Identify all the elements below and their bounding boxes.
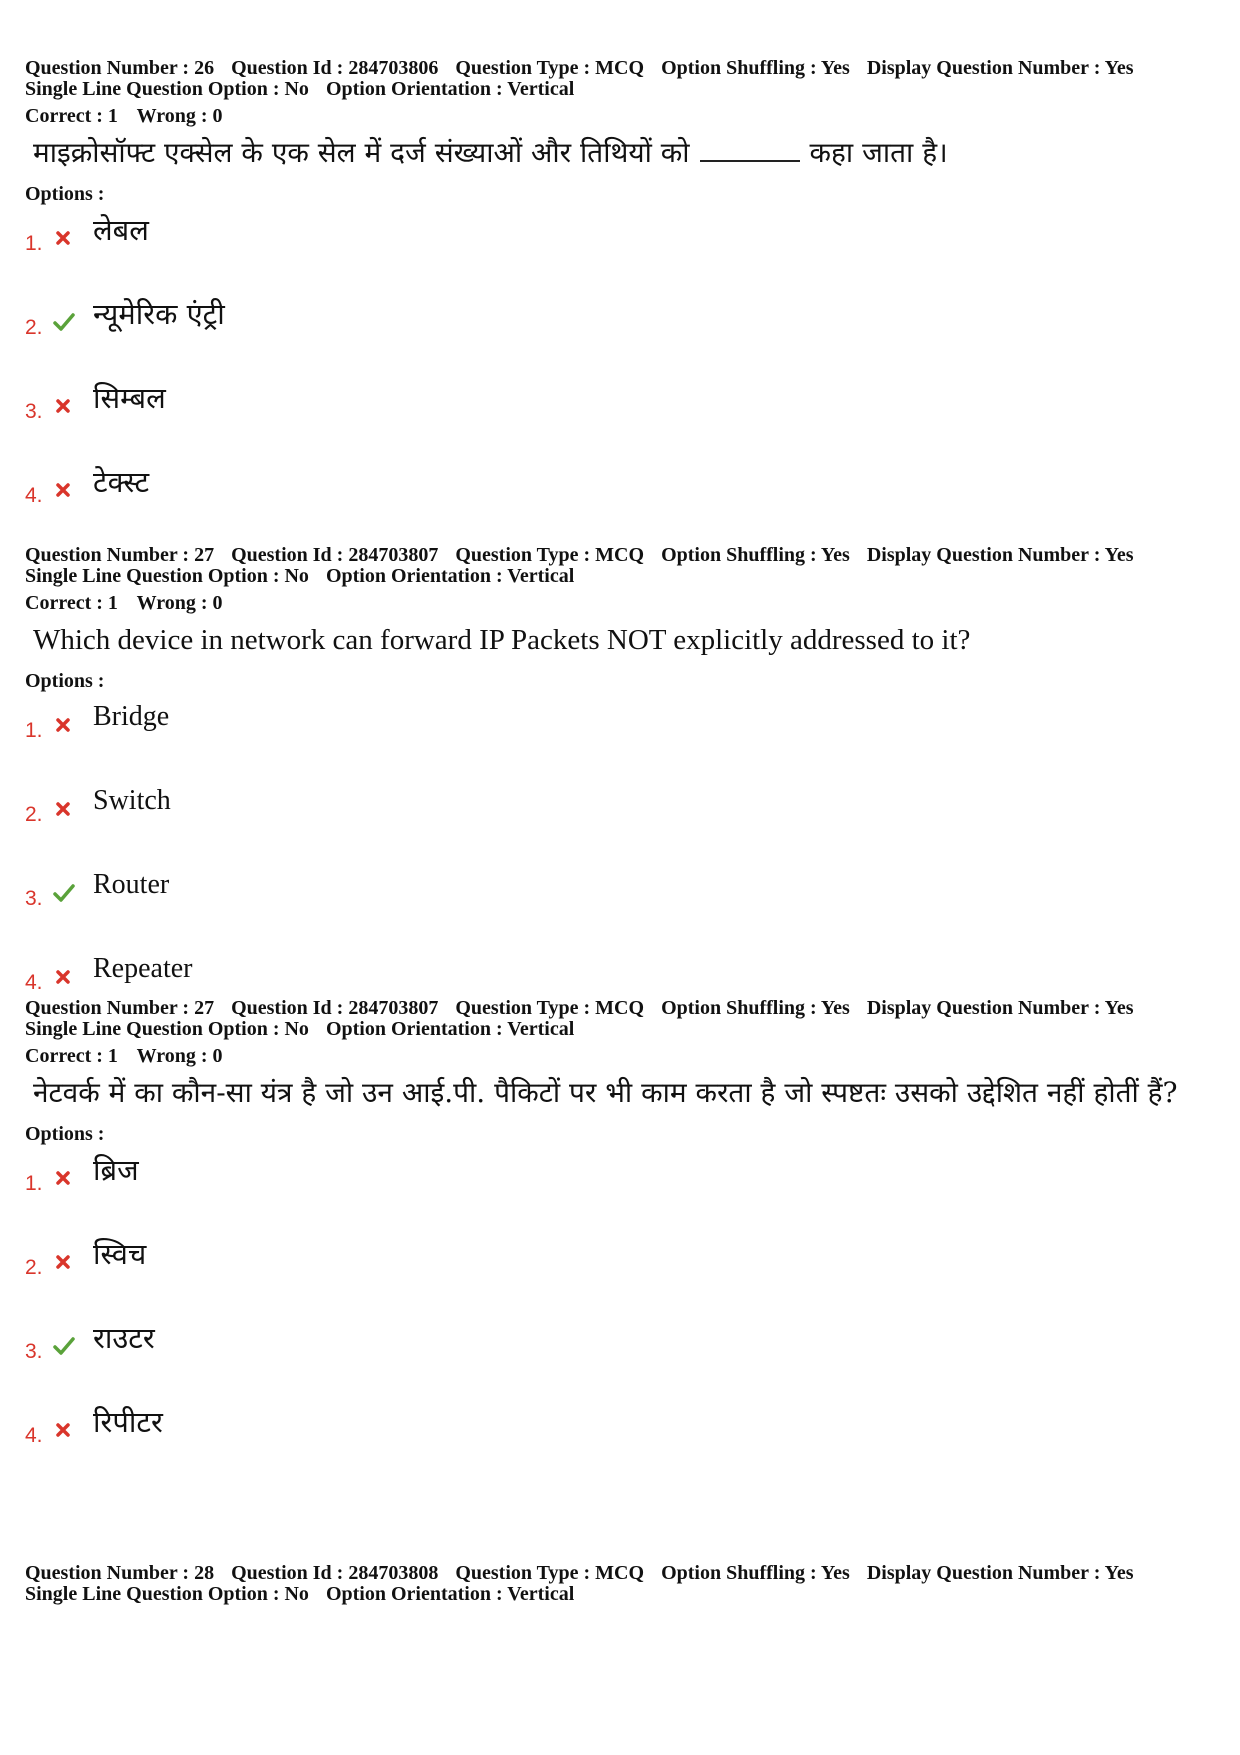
meta-field: Question Type : MCQ <box>455 997 645 1019</box>
question-text <box>25 133 1215 173</box>
wrong-marks: Wrong : 0 <box>136 1045 223 1067</box>
meta-field: Option Orientation : Vertical <box>325 78 575 100</box>
meta-field: Question Id : 284703807 <box>231 544 439 566</box>
cross-icon <box>53 797 75 821</box>
cross-icon <box>53 1418 75 1442</box>
cross-icon <box>53 478 75 502</box>
meta-field: Question Type : MCQ <box>455 544 645 566</box>
question-block-26 <box>25 58 1215 545</box>
option-text: Bridge <box>93 701 170 732</box>
meta-field: Display Question Number : Yes <box>866 997 1134 1019</box>
meta-field: Question Type : MCQ <box>455 1562 645 1584</box>
wrong-marks: Wrong : 0 <box>136 592 223 614</box>
option-row <box>25 783 1215 867</box>
meta-field: Single Line Question Option : No <box>25 78 309 100</box>
meta-field: Single Line Question Option : No <box>25 1018 309 1040</box>
option-row <box>25 1320 1215 1404</box>
option-number: 3. <box>25 887 43 910</box>
check-icon <box>53 310 75 334</box>
wrong-marks: Wrong : 0 <box>136 105 223 127</box>
meta-field: Display Question Number : Yes <box>866 1562 1134 1584</box>
option-number: 4. <box>25 971 43 994</box>
option-row <box>25 951 1215 1035</box>
meta-field: Display Question Number : Yes <box>866 544 1134 566</box>
meta-field: Question Type : MCQ <box>455 57 645 79</box>
question-text: Which device in network can forward IP Packets NOT explicitly addressed to it? <box>33 624 971 656</box>
option-row <box>25 380 1215 464</box>
meta-field: Option Orientation : Vertical <box>325 1583 575 1605</box>
question-block-28 <box>25 1563 1215 1605</box>
options-label: Options : <box>25 1123 105 1145</box>
option-row <box>25 1404 1215 1488</box>
option-text: ब्रिज <box>93 1153 139 1187</box>
cross-icon <box>53 965 75 989</box>
option-row <box>25 296 1215 380</box>
score-line <box>25 592 1215 614</box>
score-line <box>25 1045 1215 1067</box>
option-row <box>25 464 1215 548</box>
question-text-part: कहा जाता है। <box>809 136 948 169</box>
option-text: न्यूमेरिक एंट्री <box>93 297 225 331</box>
option-number: 2. <box>25 803 43 826</box>
correct-marks: Correct : 1 <box>25 105 118 127</box>
option-text: रिपीटर <box>93 1405 163 1439</box>
correct-marks: Correct : 1 <box>25 1045 118 1067</box>
meta-field: Option Orientation : Vertical <box>325 1018 575 1040</box>
option-text: टेक्स्ट <box>93 465 150 499</box>
meta-field: Single Line Question Option : No <box>25 565 309 587</box>
correct-marks: Correct : 1 <box>25 592 118 614</box>
meta-field: Question Id : 284703807 <box>231 997 439 1019</box>
score-line <box>25 105 1215 127</box>
option-text: सिम्बल <box>93 381 166 415</box>
question-meta <box>25 58 1215 100</box>
options-list <box>25 699 1215 1035</box>
meta-field: Question Number : 28 <box>25 1562 215 1584</box>
option-number: 1. <box>25 232 43 255</box>
document-page <box>25 58 1215 1605</box>
option-row <box>25 1152 1215 1236</box>
check-icon <box>53 881 75 905</box>
options-list <box>25 212 1215 548</box>
option-number: 4. <box>25 1424 43 1447</box>
meta-field: Question Number : 27 <box>25 997 215 1019</box>
options-label: Options : <box>25 670 105 692</box>
check-icon <box>53 1334 75 1358</box>
meta-field: Option Shuffling : Yes <box>661 997 850 1019</box>
question-block-27-en <box>25 545 1215 998</box>
option-text: Router <box>93 869 170 900</box>
cross-icon <box>53 713 75 737</box>
option-row <box>25 1236 1215 1320</box>
meta-field: Option Orientation : Vertical <box>325 565 575 587</box>
option-number: 1. <box>25 1172 43 1195</box>
question-meta <box>25 1563 1215 1605</box>
question-text: नेटवर्क में का कौन-सा यंत्र है जो उन आई.पी. पैकिटों पर भी काम करता है जो स्पष्टतः उसको उद्देशित नहीं होतीं हैं? <box>33 1076 1178 1109</box>
options-label: Options : <box>25 183 105 205</box>
option-number: 3. <box>25 1340 43 1363</box>
option-text: लेबल <box>93 213 149 247</box>
option-text: Repeater <box>93 953 193 984</box>
meta-field: Display Question Number : Yes <box>866 57 1134 79</box>
question-text-part: माइक्रोसॉफ्ट एक्सेल के एक सेल में दर्ज संख्याओं और तिथियों को <box>33 136 690 169</box>
meta-field: Question Id : 284703806 <box>231 57 439 79</box>
option-text: स्विच <box>93 1237 147 1271</box>
option-row <box>25 867 1215 951</box>
options-list <box>25 1152 1215 1488</box>
option-number: 2. <box>25 1256 43 1279</box>
cross-icon <box>53 1250 75 1274</box>
option-row <box>25 699 1215 783</box>
meta-field: Question Number : 26 <box>25 57 215 79</box>
cross-icon <box>53 226 75 250</box>
option-number: 4. <box>25 484 43 507</box>
meta-field: Question Number : 27 <box>25 544 215 566</box>
question-meta <box>25 545 1215 587</box>
question-block-27-hi <box>25 998 1215 1563</box>
option-text: राउटर <box>93 1321 155 1355</box>
fill-blank <box>700 159 800 162</box>
option-row <box>25 212 1215 296</box>
meta-field: Option Shuffling : Yes <box>661 1562 850 1584</box>
meta-field: Question Id : 284703808 <box>231 1562 439 1584</box>
option-number: 2. <box>25 316 43 339</box>
option-text: Switch <box>93 785 171 816</box>
meta-field: Single Line Question Option : No <box>25 1583 309 1605</box>
cross-icon <box>53 394 75 418</box>
meta-field: Option Shuffling : Yes <box>661 544 850 566</box>
option-number: 1. <box>25 719 43 742</box>
meta-field: Option Shuffling : Yes <box>661 57 850 79</box>
option-number: 3. <box>25 400 43 423</box>
cross-icon <box>53 1166 75 1190</box>
